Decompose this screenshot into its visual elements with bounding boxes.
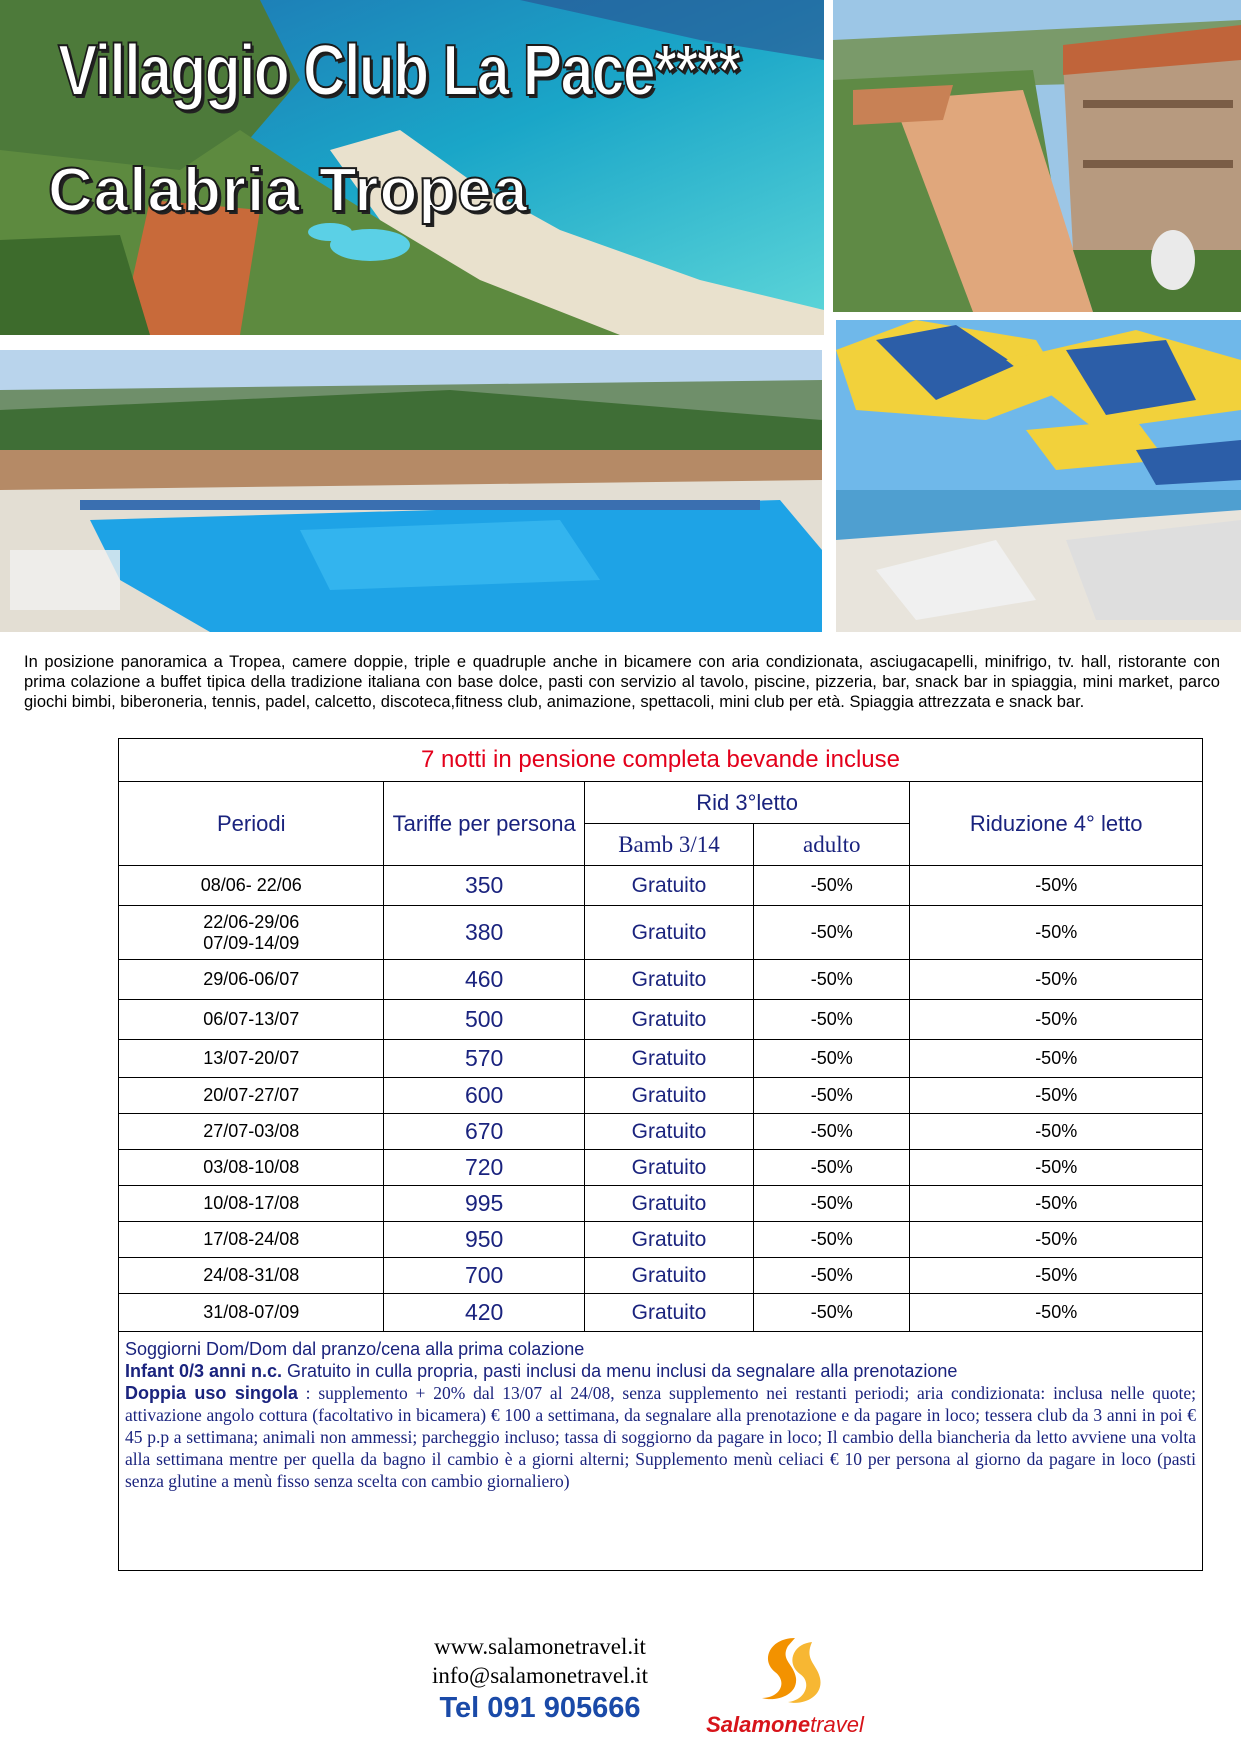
period-text: 08/06- 22/06	[200, 875, 302, 895]
header-child: Bamb 3/14	[584, 824, 753, 866]
price-cell: 995	[384, 1186, 584, 1222]
phone-number[interactable]: Tel 091 905666	[439, 1692, 641, 1724]
notes-infant	[125, 1360, 1196, 1382]
price-rows	[119, 866, 1203, 1332]
period-text: 03/08-10/08	[203, 1157, 300, 1177]
photo-beach-umbrellas	[836, 320, 1241, 632]
child-reduction-cell: Gratuito	[584, 866, 753, 906]
table-row	[119, 1078, 1203, 1114]
table-row	[119, 1040, 1203, 1078]
adult-reduction-cell: -50%	[754, 866, 910, 906]
fourth-bed-reduction-cell: -50%	[910, 1000, 1203, 1040]
fourth-bed-reduction-cell: -50%	[910, 1078, 1203, 1114]
fourth-bed-reduction-cell: -50%	[910, 866, 1203, 906]
period-cell	[119, 1150, 384, 1186]
price-cell: 700	[384, 1258, 584, 1294]
adult-reduction-cell: -50%	[754, 1000, 910, 1040]
adult-reduction-cell: -50%	[754, 1114, 910, 1150]
period-cell	[119, 1114, 384, 1150]
price-cell: 600	[384, 1078, 584, 1114]
fourth-bed-reduction-cell: -50%	[910, 1186, 1203, 1222]
child-reduction-cell: Gratuito	[584, 1114, 753, 1150]
table-row	[119, 866, 1203, 906]
child-reduction-cell: Gratuito	[584, 1000, 753, 1040]
period-cell	[119, 1294, 384, 1332]
child-reduction-cell: Gratuito	[584, 1222, 753, 1258]
child-reduction-cell: Gratuito	[584, 960, 753, 1000]
email-link[interactable]: info@salamonetravel.it	[432, 1663, 648, 1688]
period-text: 13/07-20/07	[203, 1048, 300, 1068]
table-row	[119, 1150, 1203, 1186]
period-cell	[119, 866, 384, 906]
period-text: 20/07-27/07	[203, 1085, 300, 1105]
website-link[interactable]: www.salamonetravel.it	[434, 1634, 646, 1659]
table-row	[119, 1258, 1203, 1294]
hotel-title: Villaggio Club La Pace****	[58, 31, 740, 111]
child-reduction-cell: Gratuito	[584, 1294, 753, 1332]
fourth-bed-reduction-cell: -50%	[910, 1040, 1203, 1078]
child-reduction-cell: Gratuito	[584, 1040, 753, 1078]
notes-conditions	[125, 1382, 1196, 1492]
fourth-bed-reduction-cell: -50%	[910, 906, 1203, 960]
photo-buildings	[833, 0, 1241, 312]
contact-block	[400, 1632, 680, 1726]
adult-reduction-cell: -50%	[754, 1040, 910, 1078]
dus-label: Doppia uso singola	[125, 1383, 298, 1403]
header-third-bed: Rid 3°letto	[584, 782, 910, 824]
adult-reduction-cell: -50%	[754, 1294, 910, 1332]
table-row	[119, 1186, 1203, 1222]
adult-reduction-cell: -50%	[754, 1222, 910, 1258]
notes-cell	[119, 1332, 1203, 1571]
period-text: 06/07-13/07	[203, 1009, 300, 1029]
price-cell: 350	[384, 866, 584, 906]
header-fourth-bed: Riduzione 4° letto	[910, 782, 1203, 866]
period-cell	[119, 906, 384, 960]
header-price: Tariffe per persona	[384, 782, 584, 866]
period-text: 10/08-17/08	[203, 1193, 300, 1213]
table-row	[119, 906, 1203, 960]
hotel-description: In posizione panoramica a Tropea, camere doppie, triple e quadruple anche in bicamere con aria condizionata, asciugacapelli, minifrigo, tv. hall, ristorante con prima colazione a buffet tipica della tradizione italiana con base dolce, pasti con servizio al tavolo, piscine, pizzeria, bar, snack bar in spiaggia, mini market, parco giochi bimbi, biberoneria, tennis, padel, calcetto, discoteca,fitness club, animazione, spettacoli, mini club per età. Spiaggia attrezzata e snack bar.	[24, 653, 1220, 711]
dus-text: : supplemento + 20% dal 13/07 al 24/08, senza supplemento nei restanti periodi; aria condizionata: inclusa nelle quote; attivazione angolo cottura (facoltativo in bicamera) € 100 a settimana, da segnalare alla prenotazione e da pagare in loco; tessera club da 3 anni in poi € 45 p.p a settimana; animali non ammessi; parcheggio incluso; tassa di soggiorno da pagare in loco; Il cambio della biancheria da letto avviene una volta alla settimana mentre per quella da bagno il cambio è a giorni alterni; Supplemento menù celiaci € 10 per persona al giorno da pagare in loco (pasti senza glutine a menù fisso senza scelta con cambio giornaliero)	[125, 1383, 1196, 1491]
price-cell: 670	[384, 1114, 584, 1150]
price-cell: 570	[384, 1040, 584, 1078]
period-text: 29/06-06/07	[203, 969, 300, 989]
child-reduction-cell: Gratuito	[584, 1078, 753, 1114]
adult-reduction-cell: -50%	[754, 906, 910, 960]
fourth-bed-reduction-cell: -50%	[910, 960, 1203, 1000]
svg-text:Salamonetravel: Salamonetravel	[706, 1712, 864, 1737]
fourth-bed-reduction-cell: -50%	[910, 1258, 1203, 1294]
price-cell: 950	[384, 1222, 584, 1258]
adult-reduction-cell: -50%	[754, 1258, 910, 1294]
notes-stay-rule: Soggiorni Dom/Dom dal pranzo/cena alla prima colazione	[125, 1339, 585, 1359]
period-text: 31/08-07/09	[203, 1302, 300, 1322]
fourth-bed-reduction-cell: -50%	[910, 1114, 1203, 1150]
fourth-bed-reduction-cell: -50%	[910, 1294, 1203, 1332]
infant-text: Gratuito in culla propria, pasti inclusi da menu inclusi da segnalare alla prenotazione	[282, 1361, 958, 1381]
adult-reduction-cell: -50%	[754, 1078, 910, 1114]
price-cell: 460	[384, 960, 584, 1000]
period-cell	[119, 1186, 384, 1222]
table-row	[119, 960, 1203, 1000]
period-text: 27/07-03/08	[203, 1121, 300, 1141]
period-cell	[119, 960, 384, 1000]
table-row	[119, 1222, 1203, 1258]
price-cell: 380	[384, 906, 584, 960]
hotel-location: Calabria Tropea	[48, 156, 529, 225]
period-text: 24/08-31/08	[203, 1265, 300, 1285]
period-cell	[119, 1078, 384, 1114]
fourth-bed-reduction-cell: -50%	[910, 1222, 1203, 1258]
child-reduction-cell: Gratuito	[584, 1186, 753, 1222]
adult-reduction-cell: -50%	[754, 960, 910, 1000]
period-cell	[119, 1000, 384, 1040]
period-cell	[119, 1258, 384, 1294]
child-reduction-cell: Gratuito	[584, 906, 753, 960]
header-periods: Periodi	[119, 782, 384, 866]
price-cell: 720	[384, 1150, 584, 1186]
table-title: 7 notti in pensione completa bevande incluse	[119, 739, 1203, 782]
price-table	[118, 738, 1203, 1571]
table-row	[119, 1000, 1203, 1040]
price-cell: 500	[384, 1000, 584, 1040]
photo-pool	[0, 350, 822, 632]
child-reduction-cell: Gratuito	[584, 1150, 753, 1186]
table-row	[119, 1114, 1203, 1150]
adult-reduction-cell: -50%	[754, 1186, 910, 1222]
child-reduction-cell: Gratuito	[584, 1258, 753, 1294]
period-text: 22/06-29/06	[203, 911, 300, 932]
table-row	[119, 1294, 1203, 1332]
price-cell: 420	[384, 1294, 584, 1332]
header-adult: adulto	[754, 824, 910, 866]
period-text: 17/08-24/08	[203, 1229, 300, 1249]
salamone-travel-logo	[700, 1630, 870, 1740]
fourth-bed-reduction-cell: -50%	[910, 1150, 1203, 1186]
period-cell	[119, 1040, 384, 1078]
adult-reduction-cell: -50%	[754, 1150, 910, 1186]
period-text-secondary: 07/09-14/09	[203, 932, 300, 953]
period-cell	[119, 1222, 384, 1258]
infant-label: Infant 0/3 anni n.c.	[125, 1361, 283, 1381]
